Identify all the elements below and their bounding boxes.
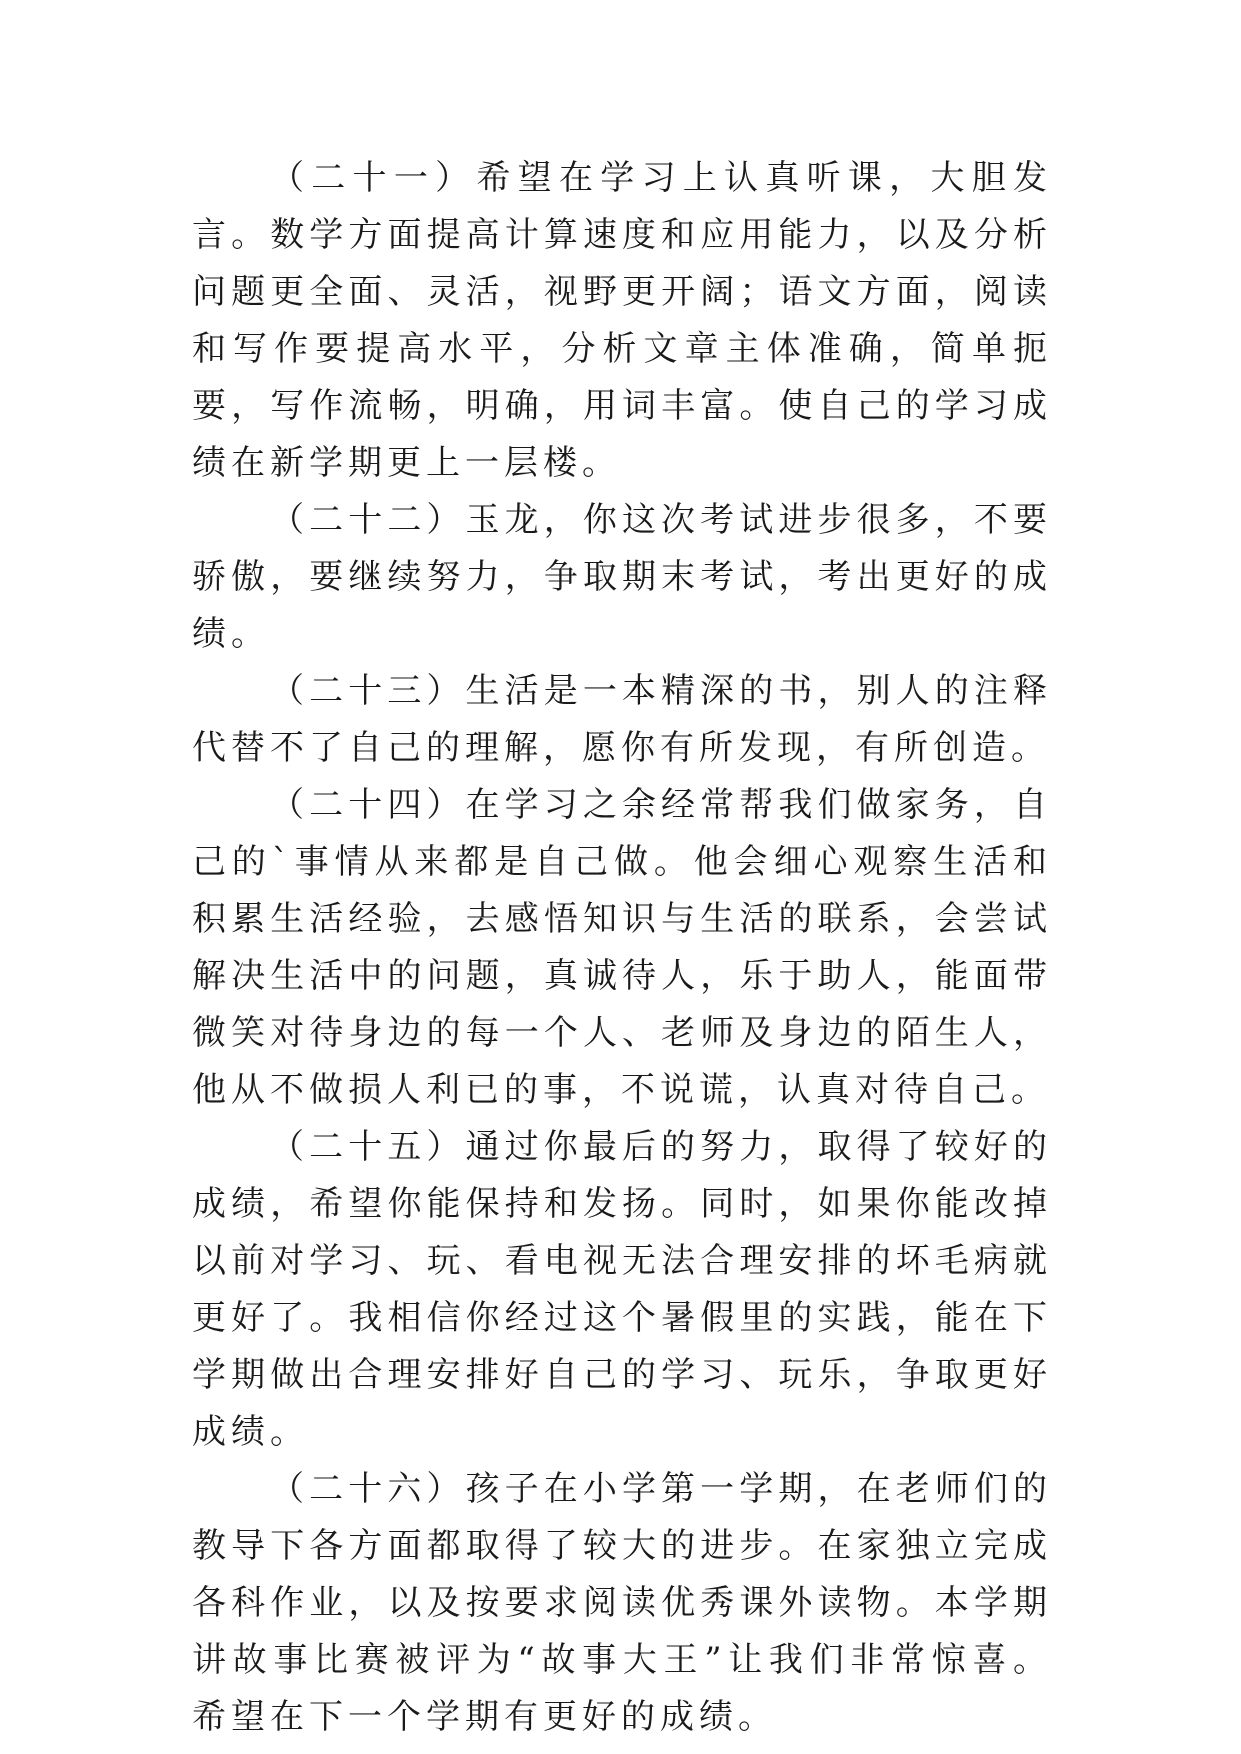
paragraph-24: （二十四）在学习之余经常帮我们做家务，自己的`事情从来都是自己做。他会细心观察生活和积累生活经验，去感悟知识与生活的联系，会尝试解决生活中的问题，真诚待人，乐于助人，能面带微笑对待身边的每一个人、老师及身边的陌生人，他从不做损人利已的事，不说谎，认真对待自己。 [192,785,1052,1110]
paragraph-23: （二十三）生活是一本精深的书，别人的注释代替不了自己的理解，愿你有所发现，有所创造。 [192,671,1052,768]
paragraph-21: （二十一）希望在学习上认真听课，大胆发言。数学方面提高计算速度和应用能力，以及分析问题更全面、灵活，视野更开阔；语文方面，阅读和写作要提高水平，分析文章主体准确，简单扼要，写作流畅，明确，用词丰富。使自己的学习成绩在新学期更上一层楼。 [192,158,1052,483]
paragraph-25: （二十五）通过你最后的努力，取得了较好的成绩，希望你能保持和发扬。同时，如果你能改掉以前对学习、玩、看电视无法合理安排的坏毛病就更好了。我相信你经过这个暑假里的实践，能在下学期做出合理安排好自己的学习、玩乐，争取更好成绩。 [192,1127,1052,1452]
paragraph-22: （二十二）玉龙，你这次考试进步很多，不要骄傲，要继续努力，争取期末考试，考出更好的成绩。 [192,500,1052,654]
paragraph-26: （二十六）孩子在小学第一学期，在老师们的教导下各方面都取得了较大的进步。在家独立完成各科作业，以及按要求阅读优秀课外读物。本学期讲故事比赛被评为“故事大王”让我们非常惊喜。希望在下一个学期有更好的成绩。 [192,1469,1052,1737]
document-body [192,150,1052,1746]
